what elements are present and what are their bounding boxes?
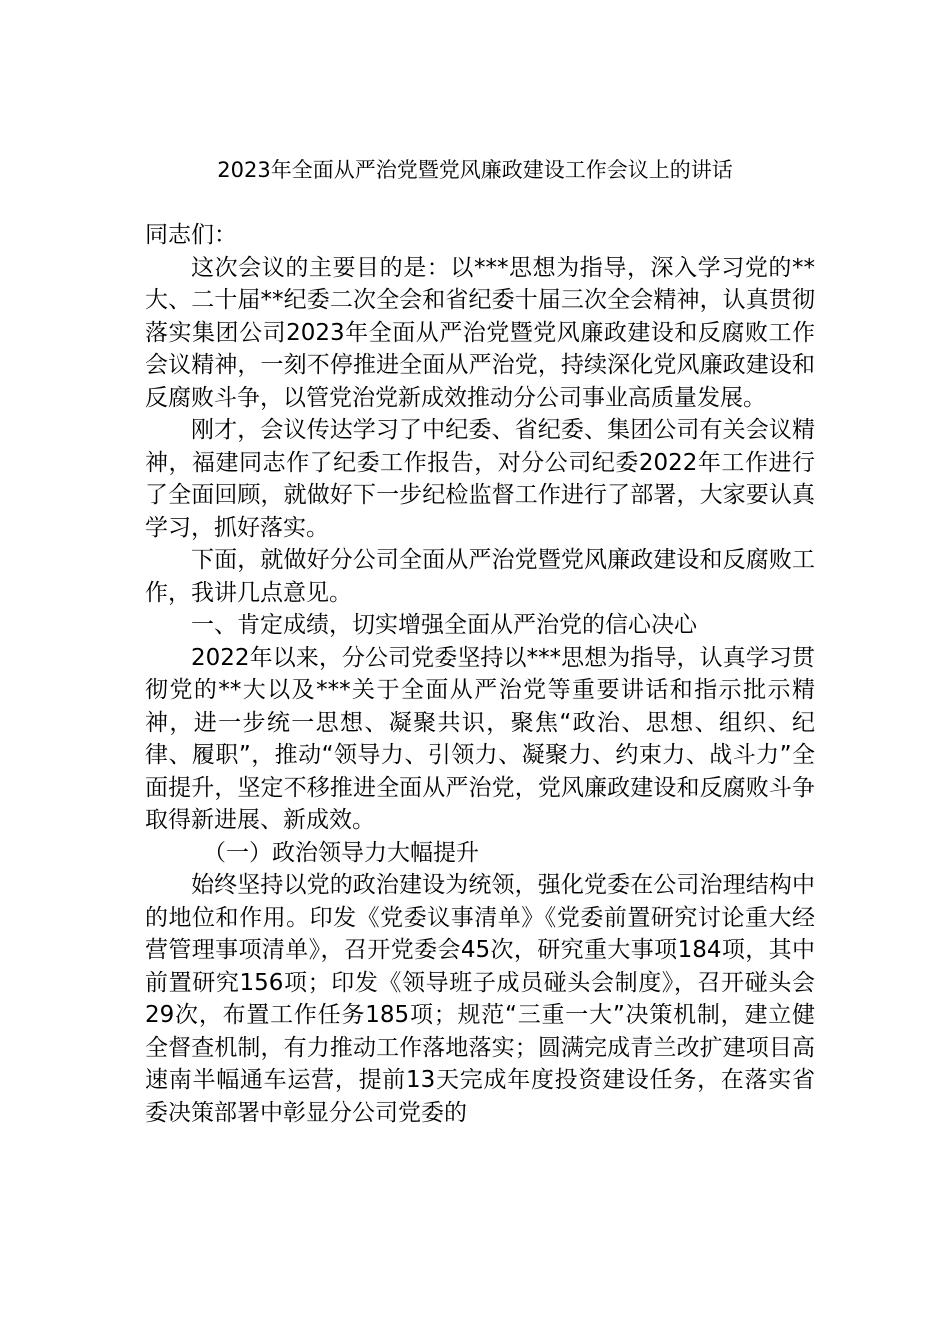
salutation: 同志们： xyxy=(145,222,237,248)
section-heading: 一、肯定成绩，切实增强全面从严治党的信心决心 xyxy=(191,612,697,638)
paragraph-transition: 下面，就做好分公司全面从严治党暨党风廉政建设和反腐败工作，我讲几点意见。 xyxy=(145,547,815,606)
paragraph-intro: 这次会议的主要目的是：以***思想为指导，深入学习党的**大、二十届**纪委二次全会和省纪委十届三次全会精神，认真贯彻落实集团公司2023年全面从严治党暨党风廉政建设和反腐败工作会议精神，一刻不停推进全面从严治党，持续深化党风廉政建设和反腐败斗争，以管党治党新成效推动分公司事业高质量发展。 xyxy=(145,254,815,411)
paragraph-review: 刚才，会议传达学习了中纪委、省纪委、集团公司有关会议精神，福建同志作了纪委工作报告，对分公司纪委2022年工作进行了全面回顾，就做好下一步纪检监督工作进行了部署，大家要认真学习，抓好落实。 xyxy=(145,417,815,541)
document-title: 2023年全面从严治党暨党风廉政建设工作会议上的讲话 xyxy=(217,158,733,182)
section-paragraph: 2022年以来，分公司党委坚持以***思想为指导，认真学习贯彻党的**大以及***关于全面从严治党等重要讲话和指示批示精神，进一步统一思想、凝聚共识，聚焦“政治、思想、组织、纪律、履职”，推动“领导力、引领力、凝聚力、约束力、战斗力”全面提升，坚定不移推进全面从严治党，党风廉政建设和反腐败斗争取得新进展、新成效。 xyxy=(145,644,815,833)
subsection-heading: （一）政治领导力大幅提升 xyxy=(203,839,479,866)
subsection-paragraph: 始终坚持以党的政治建设为统领，强化党委在公司治理结构中的地位和作用。印发《党委议事清单》《党委前置研究讨论重大经营管理事项清单》，召开党委会45次，研究重大事项184项，其中前置研究156项；印发《领导班子成员碰头会制度》，召开碰头会29次，布置工作任务185项；规范“三重一大”决策机制，建立健全督查机制，有力推动工作落地落实；圆满完成青兰改扩建项目高速南半幅通车运营，提前13天完成年度投资建设任务，在落实省委决策部署中彰显分公司党委的 xyxy=(145,872,815,1126)
document-body xyxy=(145,219,815,1129)
